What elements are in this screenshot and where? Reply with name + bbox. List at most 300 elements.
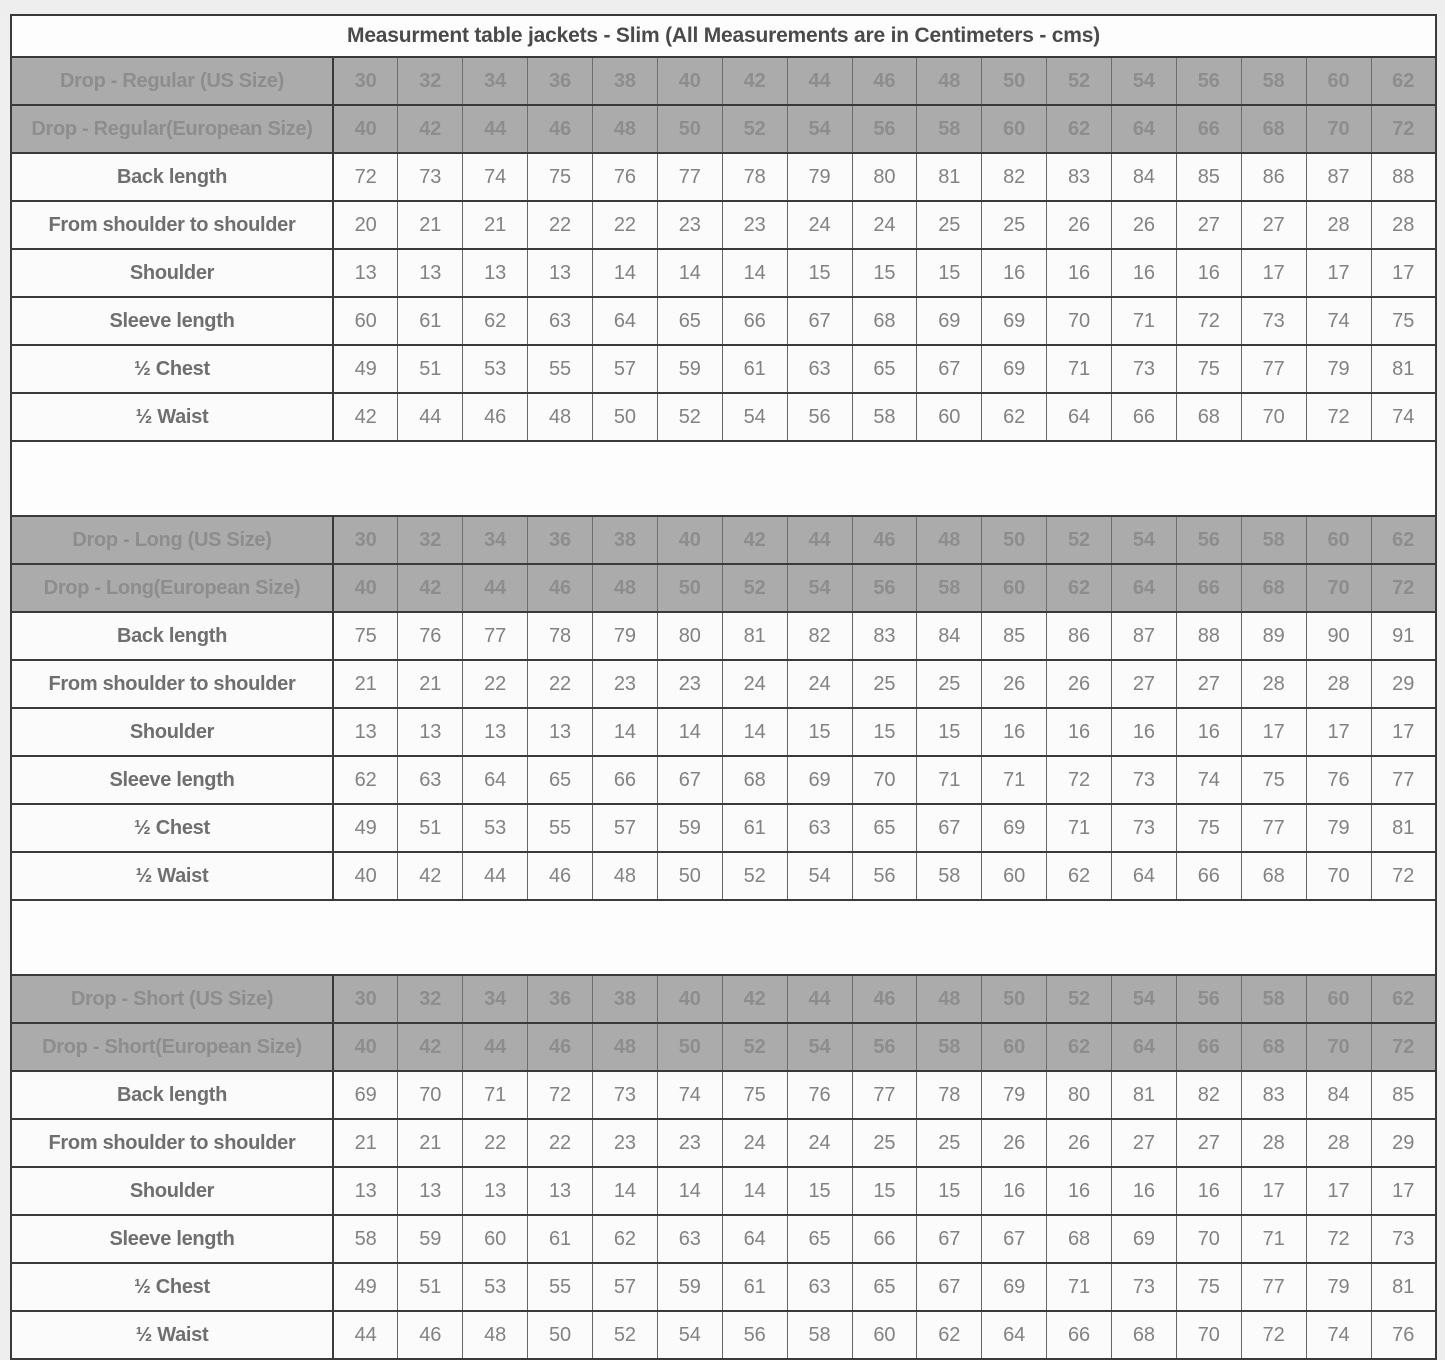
us-size-cell: 44 (787, 975, 852, 1023)
spacer-cell (11, 900, 1436, 975)
measurement-value-cell: 27 (1176, 1119, 1241, 1167)
measurement-row (11, 297, 1436, 345)
measurement-value-cell: 62 (1047, 852, 1112, 900)
measurement-value-cell: 13 (463, 249, 528, 297)
us-size-cell: 34 (463, 57, 528, 105)
measurement-row (11, 852, 1436, 900)
header-label: Drop - Long(European Size) (11, 564, 333, 612)
us-size-cell: 62 (1371, 57, 1436, 105)
eu-size-cell: 64 (1112, 564, 1177, 612)
measurement-value-cell: 54 (722, 393, 787, 441)
header-label: Drop - Short(European Size) (11, 1023, 333, 1071)
measurement-row (11, 660, 1436, 708)
measurement-value-cell: 63 (787, 1263, 852, 1311)
measurement-row (11, 153, 1436, 201)
measurement-value-cell: 50 (657, 852, 722, 900)
eu-size-cell: 64 (1112, 1023, 1177, 1071)
measurement-value-cell: 74 (463, 153, 528, 201)
us-size-cell: 36 (528, 975, 593, 1023)
us-size-cell: 34 (463, 516, 528, 564)
measurement-value-cell: 72 (333, 153, 398, 201)
measurement-value-cell: 85 (1371, 1071, 1436, 1119)
measurement-value-cell: 44 (333, 1311, 398, 1359)
us-size-cell: 54 (1112, 516, 1177, 564)
measurement-value-cell: 57 (593, 804, 658, 852)
measurement-value-cell: 22 (528, 1119, 593, 1167)
measurement-value-cell: 14 (722, 1167, 787, 1215)
measurement-row (11, 1071, 1436, 1119)
measurement-value-cell: 50 (528, 1311, 593, 1359)
us-size-cell: 46 (852, 975, 917, 1023)
measurement-value-cell: 71 (917, 756, 982, 804)
measurement-value-cell: 13 (528, 1167, 593, 1215)
eu-size-cell: 54 (787, 564, 852, 612)
measurement-value-cell: 16 (982, 708, 1047, 756)
measurement-value-cell: 75 (1176, 804, 1241, 852)
measurement-value-cell: 23 (593, 660, 658, 708)
measurement-value-cell: 56 (787, 393, 852, 441)
measurement-value-cell: 58 (333, 1215, 398, 1263)
measurement-value-cell: 28 (1241, 660, 1306, 708)
measurement-value-cell: 15 (917, 708, 982, 756)
header-row-us-size (11, 57, 1436, 105)
measurement-value-cell: 13 (398, 708, 463, 756)
measurement-value-cell: 69 (787, 756, 852, 804)
row-label: Shoulder (11, 1167, 333, 1215)
measurement-value-cell: 63 (657, 1215, 722, 1263)
eu-size-cell: 70 (1306, 105, 1371, 153)
measurement-value-cell: 59 (398, 1215, 463, 1263)
eu-size-cell: 54 (787, 105, 852, 153)
measurement-value-cell: 63 (528, 297, 593, 345)
measurement-value-cell: 74 (657, 1071, 722, 1119)
measurement-value-cell: 46 (463, 393, 528, 441)
us-size-cell: 36 (528, 57, 593, 105)
measurement-value-cell: 22 (593, 201, 658, 249)
eu-size-cell: 52 (722, 564, 787, 612)
measurement-row (11, 804, 1436, 852)
row-label: From shoulder to shoulder (11, 1119, 333, 1167)
measurement-value-cell: 67 (917, 1263, 982, 1311)
measurement-value-cell: 15 (852, 1167, 917, 1215)
measurement-row (11, 1119, 1436, 1167)
measurement-value-cell: 75 (722, 1071, 787, 1119)
measurement-value-cell: 26 (1047, 660, 1112, 708)
measurement-value-cell: 40 (333, 852, 398, 900)
measurement-value-cell: 81 (917, 153, 982, 201)
measurement-value-cell: 16 (1112, 249, 1177, 297)
measurement-value-cell: 80 (657, 612, 722, 660)
measurement-value-cell: 13 (333, 708, 398, 756)
eu-size-cell: 40 (333, 564, 398, 612)
eu-size-cell: 62 (1047, 1023, 1112, 1071)
us-size-cell: 30 (333, 57, 398, 105)
measurement-value-cell: 66 (1176, 852, 1241, 900)
eu-size-cell: 58 (917, 105, 982, 153)
measurement-value-cell: 23 (722, 201, 787, 249)
measurement-value-cell: 42 (333, 393, 398, 441)
measurement-value-cell: 63 (787, 345, 852, 393)
measurement-value-cell: 17 (1241, 708, 1306, 756)
measurement-value-cell: 23 (657, 660, 722, 708)
measurement-value-cell: 25 (917, 1119, 982, 1167)
measurement-value-cell: 82 (1176, 1071, 1241, 1119)
eu-size-cell: 44 (463, 105, 528, 153)
measurement-value-cell: 68 (1176, 393, 1241, 441)
measurement-value-cell: 14 (722, 708, 787, 756)
measurement-value-cell: 59 (657, 345, 722, 393)
header-label: Drop - Long (US Size) (11, 516, 333, 564)
measurement-value-cell: 16 (1112, 1167, 1177, 1215)
header-row-eu-size (11, 564, 1436, 612)
measurement-value-cell: 53 (463, 804, 528, 852)
measurement-value-cell: 14 (657, 708, 722, 756)
measurement-value-cell: 85 (982, 612, 1047, 660)
measurement-row (11, 1263, 1436, 1311)
measurement-value-cell: 22 (463, 1119, 528, 1167)
measurement-value-cell: 69 (1112, 1215, 1177, 1263)
measurement-row (11, 1311, 1436, 1359)
eu-size-cell: 72 (1371, 105, 1436, 153)
measurement-value-cell: 61 (398, 297, 463, 345)
measurement-value-cell: 82 (982, 153, 1047, 201)
measurement-value-cell: 27 (1112, 660, 1177, 708)
us-size-cell: 48 (917, 975, 982, 1023)
eu-size-cell: 58 (917, 1023, 982, 1071)
measurement-value-cell: 73 (1371, 1215, 1436, 1263)
measurement-value-cell: 17 (1306, 249, 1371, 297)
measurement-value-cell: 17 (1371, 1167, 1436, 1215)
measurement-value-cell: 64 (463, 756, 528, 804)
measurement-value-cell: 15 (852, 708, 917, 756)
measurement-value-cell: 66 (593, 756, 658, 804)
eu-size-cell: 50 (657, 1023, 722, 1071)
measurement-value-cell: 68 (1112, 1311, 1177, 1359)
measurement-value-cell: 76 (398, 612, 463, 660)
measurement-value-cell: 58 (917, 852, 982, 900)
header-row-us-size (11, 975, 1436, 1023)
row-label: ½ Chest (11, 804, 333, 852)
measurement-value-cell: 13 (528, 249, 593, 297)
measurement-value-cell: 62 (593, 1215, 658, 1263)
us-size-cell: 44 (787, 516, 852, 564)
measurement-row (11, 345, 1436, 393)
eu-size-cell: 68 (1241, 1023, 1306, 1071)
eu-size-cell: 42 (398, 105, 463, 153)
measurement-value-cell: 69 (982, 345, 1047, 393)
measurement-value-cell: 17 (1371, 249, 1436, 297)
measurement-value-cell: 26 (1112, 201, 1177, 249)
measurement-value-cell: 16 (1047, 249, 1112, 297)
us-size-cell: 44 (787, 57, 852, 105)
measurement-value-cell: 72 (1306, 1215, 1371, 1263)
us-size-cell: 42 (722, 516, 787, 564)
eu-size-cell: 64 (1112, 105, 1177, 153)
measurement-value-cell: 75 (1371, 297, 1436, 345)
row-label: ½ Chest (11, 1263, 333, 1311)
us-size-cell: 58 (1241, 57, 1306, 105)
eu-size-cell: 66 (1176, 1023, 1241, 1071)
measurement-value-cell: 77 (852, 1071, 917, 1119)
measurement-value-cell: 26 (982, 1119, 1047, 1167)
measurement-value-cell: 56 (722, 1311, 787, 1359)
measurement-value-cell: 67 (917, 345, 982, 393)
measurement-value-cell: 76 (1306, 756, 1371, 804)
measurement-value-cell: 73 (593, 1071, 658, 1119)
measurement-value-cell: 67 (787, 297, 852, 345)
us-size-cell: 52 (1047, 57, 1112, 105)
eu-size-cell: 56 (852, 105, 917, 153)
header-row-eu-size (11, 105, 1436, 153)
measurement-value-cell: 62 (917, 1311, 982, 1359)
row-label: Shoulder (11, 249, 333, 297)
us-size-cell: 62 (1371, 975, 1436, 1023)
measurement-value-cell: 80 (852, 153, 917, 201)
eu-size-cell: 60 (982, 105, 1047, 153)
row-label: From shoulder to shoulder (11, 660, 333, 708)
measurement-value-cell: 62 (982, 393, 1047, 441)
measurement-value-cell: 13 (463, 708, 528, 756)
measurement-value-cell: 24 (722, 660, 787, 708)
measurement-value-cell: 65 (657, 297, 722, 345)
measurement-value-cell: 72 (1371, 852, 1436, 900)
us-size-cell: 56 (1176, 516, 1241, 564)
measurement-value-cell: 87 (1306, 153, 1371, 201)
row-label: ½ Waist (11, 852, 333, 900)
measurement-value-cell: 26 (982, 660, 1047, 708)
measurement-row (11, 756, 1436, 804)
measurement-value-cell: 14 (593, 1167, 658, 1215)
measurement-value-cell: 73 (1112, 345, 1177, 393)
measurement-value-cell: 83 (1047, 153, 1112, 201)
measurement-value-cell: 61 (528, 1215, 593, 1263)
page (0, 14, 1445, 1346)
row-label: Sleeve length (11, 756, 333, 804)
measurement-value-cell: 13 (398, 1167, 463, 1215)
measurement-value-cell: 44 (398, 393, 463, 441)
measurement-value-cell: 73 (1112, 1263, 1177, 1311)
measurement-value-cell: 77 (1371, 756, 1436, 804)
measurement-value-cell: 53 (463, 345, 528, 393)
measurement-value-cell: 60 (463, 1215, 528, 1263)
us-size-cell: 56 (1176, 57, 1241, 105)
measurement-value-cell: 46 (528, 852, 593, 900)
row-label: ½ Waist (11, 1311, 333, 1359)
measurement-value-cell: 77 (1241, 345, 1306, 393)
header-row-eu-size (11, 1023, 1436, 1071)
eu-size-cell: 50 (657, 105, 722, 153)
measurement-value-cell: 73 (1241, 297, 1306, 345)
measurement-value-cell: 17 (1241, 249, 1306, 297)
eu-size-cell: 48 (593, 105, 658, 153)
measurement-value-cell: 77 (463, 612, 528, 660)
measurement-value-cell: 69 (982, 1263, 1047, 1311)
measurement-row (11, 708, 1436, 756)
measurement-value-cell: 16 (1176, 249, 1241, 297)
measurement-value-cell: 53 (463, 1263, 528, 1311)
measurement-value-cell: 73 (1112, 756, 1177, 804)
measurement-value-cell: 86 (1241, 153, 1306, 201)
measurement-value-cell: 79 (1306, 1263, 1371, 1311)
us-size-cell: 30 (333, 975, 398, 1023)
measurement-value-cell: 76 (787, 1071, 852, 1119)
measurement-value-cell: 27 (1241, 201, 1306, 249)
measurement-value-cell: 15 (852, 249, 917, 297)
us-size-cell: 30 (333, 516, 398, 564)
us-size-cell: 42 (722, 57, 787, 105)
measurement-value-cell: 75 (1176, 345, 1241, 393)
measurement-value-cell: 75 (1241, 756, 1306, 804)
measurement-value-cell: 17 (1306, 708, 1371, 756)
eu-size-cell: 44 (463, 1023, 528, 1071)
us-size-cell: 56 (1176, 975, 1241, 1023)
measurement-value-cell: 74 (1371, 393, 1436, 441)
measurement-value-cell: 71 (1047, 1263, 1112, 1311)
measurement-value-cell: 14 (593, 708, 658, 756)
measurement-value-cell: 21 (398, 201, 463, 249)
measurement-value-cell: 70 (1176, 1311, 1241, 1359)
eu-size-cell: 70 (1306, 564, 1371, 612)
measurement-value-cell: 79 (787, 153, 852, 201)
measurement-value-cell: 70 (398, 1071, 463, 1119)
measurement-value-cell: 69 (333, 1071, 398, 1119)
measurement-value-cell: 28 (1306, 660, 1371, 708)
measurement-value-cell: 27 (1176, 201, 1241, 249)
measurement-value-cell: 15 (917, 1167, 982, 1215)
measurement-value-cell: 22 (528, 201, 593, 249)
row-label: Shoulder (11, 708, 333, 756)
measurement-value-cell: 75 (333, 612, 398, 660)
measurement-value-cell: 87 (1112, 612, 1177, 660)
measurement-value-cell: 42 (398, 852, 463, 900)
measurement-value-cell: 60 (852, 1311, 917, 1359)
measurement-value-cell: 48 (528, 393, 593, 441)
measurement-value-cell: 77 (657, 153, 722, 201)
measurement-value-cell: 25 (852, 1119, 917, 1167)
measurement-value-cell: 71 (982, 756, 1047, 804)
measurement-value-cell: 28 (1241, 1119, 1306, 1167)
us-size-cell: 38 (593, 975, 658, 1023)
measurement-value-cell: 66 (852, 1215, 917, 1263)
measurement-value-cell: 27 (1112, 1119, 1177, 1167)
measurement-value-cell: 54 (787, 852, 852, 900)
row-label: Back length (11, 612, 333, 660)
measurement-value-cell: 25 (852, 660, 917, 708)
measurement-value-cell: 81 (722, 612, 787, 660)
measurement-value-cell: 26 (1047, 1119, 1112, 1167)
measurement-value-cell: 65 (528, 756, 593, 804)
measurement-value-cell: 64 (722, 1215, 787, 1263)
measurement-value-cell: 51 (398, 1263, 463, 1311)
measurement-row (11, 249, 1436, 297)
eu-size-cell: 42 (398, 1023, 463, 1071)
us-size-cell: 60 (1306, 57, 1371, 105)
measurement-value-cell: 52 (657, 393, 722, 441)
measurement-value-cell: 24 (722, 1119, 787, 1167)
measurement-value-cell: 22 (528, 660, 593, 708)
measurement-value-cell: 91 (1371, 612, 1436, 660)
measurement-value-cell: 25 (917, 201, 982, 249)
measurement-value-cell: 60 (333, 297, 398, 345)
measurement-value-cell: 64 (593, 297, 658, 345)
measurement-value-cell: 67 (982, 1215, 1047, 1263)
eu-size-cell: 58 (917, 564, 982, 612)
eu-size-cell: 54 (787, 1023, 852, 1071)
measurement-value-cell: 16 (1047, 1167, 1112, 1215)
us-size-cell: 32 (398, 516, 463, 564)
measurement-value-cell: 44 (463, 852, 528, 900)
measurement-value-cell: 88 (1371, 153, 1436, 201)
measurement-value-cell: 72 (1306, 393, 1371, 441)
measurement-value-cell: 83 (852, 612, 917, 660)
eu-size-cell: 48 (593, 1023, 658, 1071)
us-size-cell: 36 (528, 516, 593, 564)
measurement-value-cell: 49 (333, 345, 398, 393)
measurement-value-cell: 74 (1306, 297, 1371, 345)
measurement-row (11, 1215, 1436, 1263)
us-size-cell: 48 (917, 57, 982, 105)
measurement-value-cell: 77 (1241, 804, 1306, 852)
header-label: Drop - Regular(European Size) (11, 105, 333, 153)
header-label: Drop - Short (US Size) (11, 975, 333, 1023)
measurement-value-cell: 88 (1176, 612, 1241, 660)
measurement-value-cell: 24 (787, 201, 852, 249)
measurement-value-cell: 13 (333, 249, 398, 297)
us-size-cell: 48 (917, 516, 982, 564)
measurement-value-cell: 24 (787, 660, 852, 708)
us-size-cell: 52 (1047, 516, 1112, 564)
measurement-value-cell: 51 (398, 345, 463, 393)
measurement-value-cell: 65 (852, 345, 917, 393)
measurement-value-cell: 68 (1241, 852, 1306, 900)
row-label: Back length (11, 153, 333, 201)
us-size-cell: 50 (982, 516, 1047, 564)
row-label: Sleeve length (11, 297, 333, 345)
measurement-value-cell: 89 (1241, 612, 1306, 660)
us-size-cell: 38 (593, 57, 658, 105)
measurement-value-cell: 84 (917, 612, 982, 660)
measurement-value-cell: 51 (398, 804, 463, 852)
measurement-value-cell: 17 (1371, 708, 1436, 756)
measurement-value-cell: 14 (657, 1167, 722, 1215)
measurement-value-cell: 16 (1176, 708, 1241, 756)
us-size-cell: 58 (1241, 516, 1306, 564)
measurement-value-cell: 71 (1047, 345, 1112, 393)
measurement-value-cell: 66 (722, 297, 787, 345)
us-size-cell: 46 (852, 57, 917, 105)
measurement-value-cell: 76 (593, 153, 658, 201)
measurement-row (11, 393, 1436, 441)
measurement-value-cell: 84 (1306, 1071, 1371, 1119)
measurement-value-cell: 23 (657, 1119, 722, 1167)
us-size-cell: 34 (463, 975, 528, 1023)
measurement-value-cell: 70 (1176, 1215, 1241, 1263)
measurement-value-cell: 75 (528, 153, 593, 201)
measurement-value-cell: 48 (463, 1311, 528, 1359)
measurement-value-cell: 77 (1241, 1263, 1306, 1311)
measurement-value-cell: 55 (528, 804, 593, 852)
measurement-value-cell: 23 (657, 201, 722, 249)
measurement-value-cell: 52 (722, 852, 787, 900)
measurement-value-cell: 16 (1112, 708, 1177, 756)
measurement-value-cell: 21 (333, 1119, 398, 1167)
measurement-value-cell: 62 (463, 297, 528, 345)
measurement-value-cell: 68 (852, 297, 917, 345)
measurement-value-cell: 14 (593, 249, 658, 297)
eu-size-cell: 52 (722, 105, 787, 153)
measurement-row (11, 1167, 1436, 1215)
us-size-cell: 40 (657, 57, 722, 105)
